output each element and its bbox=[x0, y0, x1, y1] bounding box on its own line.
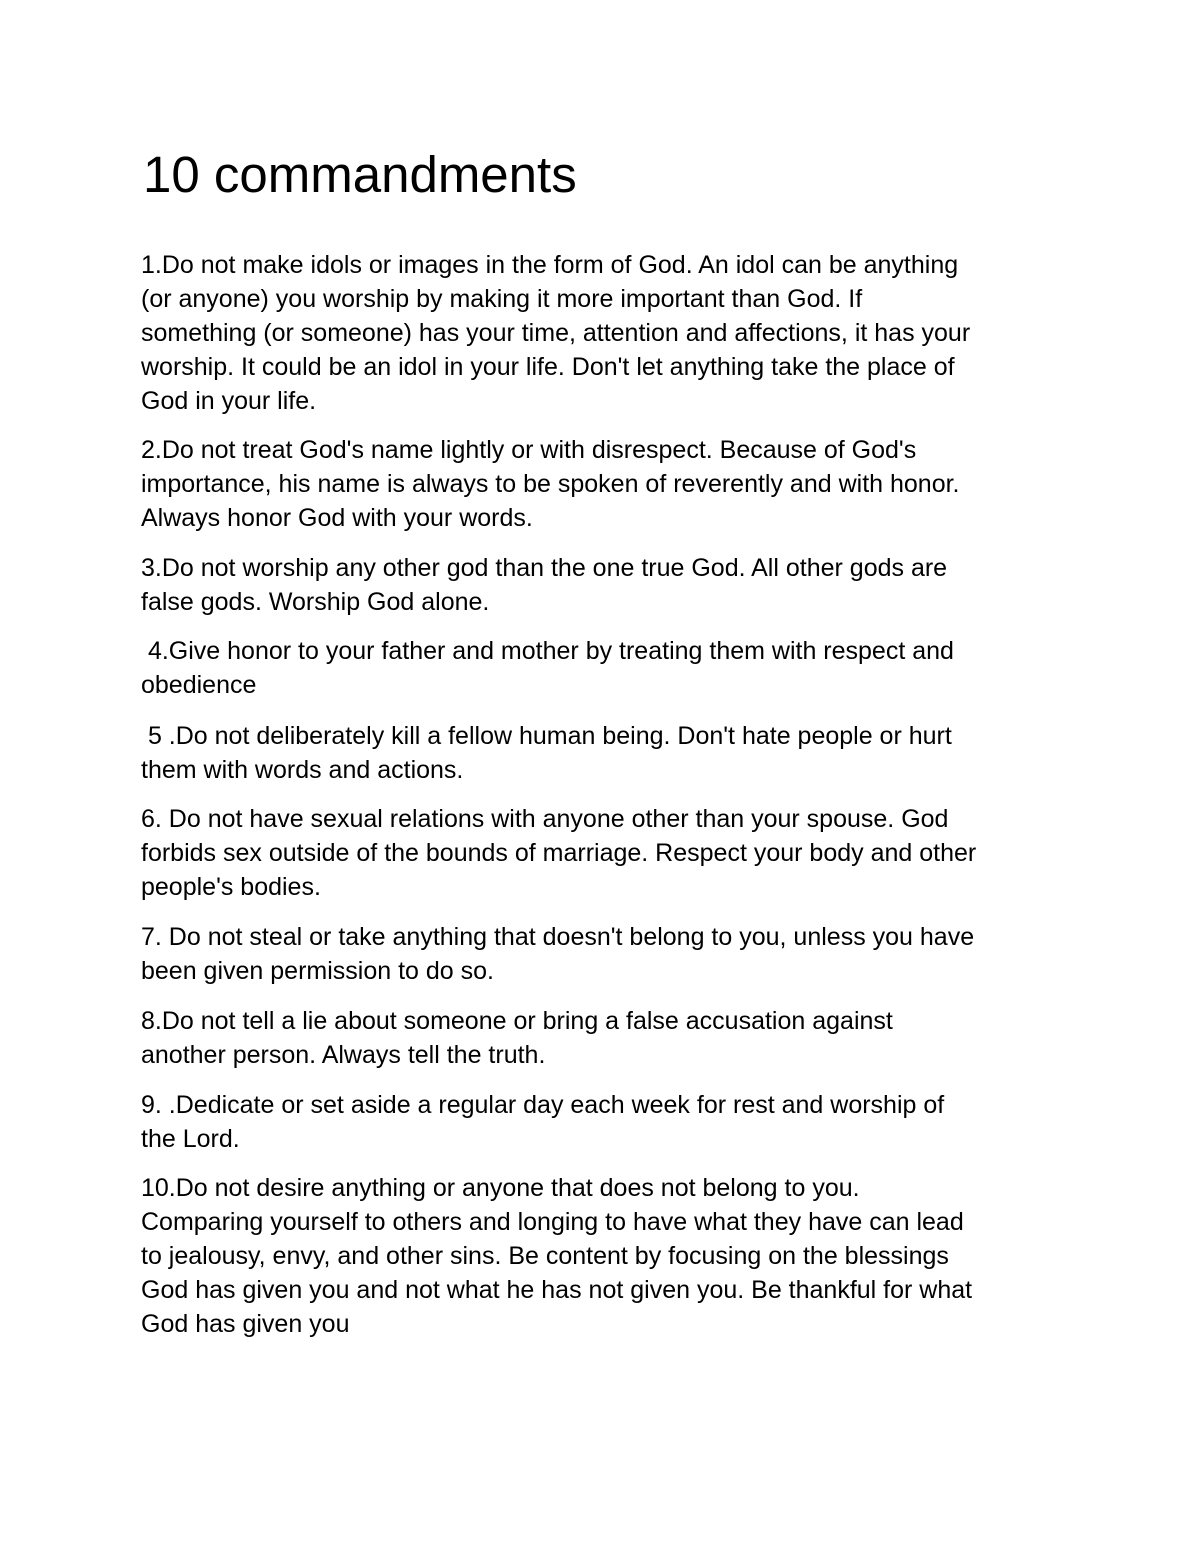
text-line: 6. Do not have sexual relations with anyone other than your spouse. God bbox=[141, 805, 949, 833]
commandment-8 bbox=[141, 1004, 1081, 1072]
text-line: God has given you bbox=[141, 1310, 350, 1338]
commandment-9 bbox=[141, 1088, 1081, 1156]
commandment-5 bbox=[141, 719, 1081, 787]
text-line: false gods. Worship God alone. bbox=[141, 588, 490, 616]
text-line: been given permission to do so. bbox=[141, 957, 494, 985]
text-line: importance, his name is always to be spoken of reverently and with honor. bbox=[141, 470, 960, 498]
commandment-7 bbox=[141, 920, 1081, 988]
text-line: 2.Do not treat God's name lightly or with disrespect. Because of God's bbox=[141, 436, 917, 464]
commandment-6 bbox=[141, 802, 1081, 904]
text-line: God in your life. bbox=[141, 387, 317, 415]
text-line: Always honor God with your words. bbox=[141, 504, 533, 532]
commandment-4 bbox=[141, 634, 1081, 702]
text-line: obedience bbox=[141, 671, 257, 699]
text-line: 8.Do not tell a lie about someone or bring a false accusation against bbox=[141, 1007, 893, 1035]
text-line: 9. .Dedicate or set aside a regular day each week for rest and worship of bbox=[141, 1091, 945, 1119]
text-line: the Lord. bbox=[141, 1125, 240, 1153]
text-line: them with words and actions. bbox=[141, 756, 464, 784]
text-line: forbids sex outside of the bounds of marriage. Respect your body and other bbox=[141, 839, 977, 867]
commandment-3 bbox=[141, 551, 1081, 619]
text-line: something (or someone) has your time, attention and affections, it has your bbox=[141, 319, 971, 347]
text-line: another person. Always tell the truth. bbox=[141, 1041, 546, 1069]
text-line: 10.Do not desire anything or anyone that does not belong to you. bbox=[141, 1174, 860, 1202]
text-line: to jealousy, envy, and other sins. Be content by focusing on the blessings bbox=[141, 1242, 949, 1270]
commandment-2 bbox=[141, 433, 1081, 535]
text-line: 7. Do not steal or take anything that doesn't belong to you, unless you have bbox=[141, 923, 975, 951]
commandment-10 bbox=[141, 1171, 1081, 1341]
text-line: 5 .Do not deliberately kill a fellow human being. Don't hate people or hurt bbox=[141, 722, 952, 750]
text-line: Comparing yourself to others and longing to have what they have can lead bbox=[141, 1208, 964, 1236]
commandment-1 bbox=[141, 248, 1081, 418]
text-line: people's bodies. bbox=[141, 873, 321, 901]
text-line: worship. It could be an idol in your life. Don't let anything take the place of bbox=[141, 353, 955, 381]
page-title: 10 commandments bbox=[143, 146, 577, 203]
text-line: (or anyone) you worship by making it more important than God. If bbox=[141, 285, 863, 313]
text-line: 4.Give honor to your father and mother by treating them with respect and bbox=[141, 637, 954, 665]
text-line: 3.Do not worship any other god than the one true God. All other gods are bbox=[141, 554, 948, 582]
text-line: 1.Do not make idols or images in the form of God. An idol can be anything bbox=[141, 251, 959, 279]
text-line: God has given you and not what he has not given you. Be thankful for what bbox=[141, 1276, 973, 1304]
